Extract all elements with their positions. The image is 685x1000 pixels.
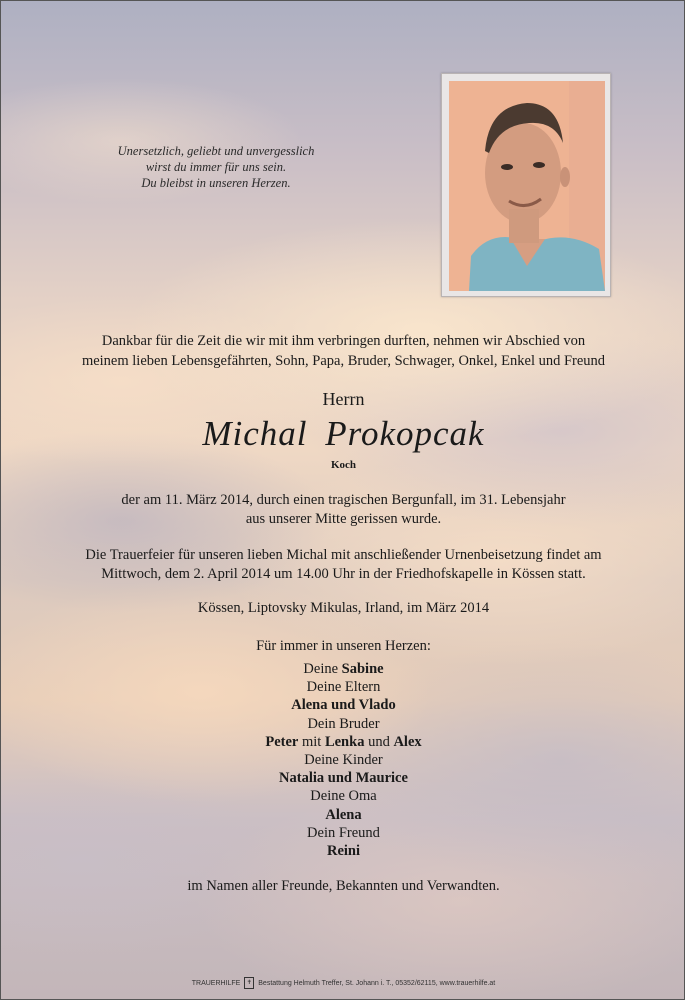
mourner-name: Alex [393, 733, 422, 750]
mourner-relation: Deine Eltern [306, 679, 381, 696]
footer-brand: TRAUERHILFE [191, 979, 241, 987]
place-date: Kössen, Liptovsky Mikulas, Irland, im März 2014 [197, 600, 490, 616]
mourner-line [1, 733, 685, 751]
mourner-name: Sabine [341, 661, 384, 677]
mourner-relation: Deine [303, 661, 342, 677]
portrait-frame [441, 73, 611, 297]
deceased-name: Michal Prokopcak [202, 414, 485, 453]
mourner-line [1, 696, 685, 714]
funeral-line: Die Trauerfeier für unseren lieben Michal mit anschließender Urnenbeisetzung findet am [85, 547, 602, 563]
footer-contact: Bestattung Helmuth Treffer, St. Johann i. T., 05352/62115, www.trauerhilfe.at [258, 979, 496, 987]
verse-line: wirst du immer für uns sein. [145, 160, 287, 174]
salutation: Herrn [322, 389, 365, 409]
mourner-line [1, 751, 685, 769]
forever-line: Für immer in unseren Herzen: [256, 638, 431, 654]
mourner-name: Alena [325, 806, 362, 823]
mourner-relation: Dein Freund [307, 824, 380, 841]
mourner-relation: Deine Kinder [304, 751, 383, 768]
profession: Koch [330, 459, 357, 471]
mourner-name: Alena und Vlado [291, 697, 396, 714]
death-line: der am 11. März 2014, durch einen tragischen Bergunfall, im 31. Lebensjahr [121, 492, 566, 508]
undertaker-footer [1, 977, 685, 989]
mourner-name: Reini [326, 842, 361, 859]
mourner-name: Natalia und Maurice [279, 770, 408, 787]
mourner-relation: Deine Oma [310, 788, 377, 805]
verse-line: Du bleibst in unseren Herzen. [141, 176, 291, 190]
intro-line: Dankbar für die Zeit die wir mit ihm verbringen durften, nehmen wir Abschied von [101, 333, 586, 349]
funeral-line: Mittwoch, dem 2. April 2014 um 14.00 Uhr in der Friedhofskapelle in Kössen statt. [101, 566, 586, 582]
mourner-line [1, 824, 685, 842]
mourner-relation: Dein Bruder [307, 715, 380, 732]
mourner-line [1, 842, 685, 860]
portrait-photo [449, 81, 605, 291]
mourner-connector: mit [298, 733, 325, 750]
mourner-line [1, 806, 685, 824]
verse-line: Unersetzlich, geliebt und unvergesslich [117, 144, 315, 158]
mourner-connector: und [364, 733, 394, 750]
mourner-line [1, 678, 685, 696]
death-line: aus unserer Mitte gerissen wurde. [245, 511, 442, 527]
mourner-line [1, 787, 685, 805]
intro-text [31, 331, 656, 371]
death-notice [61, 491, 626, 529]
mourner-name: Lenka [324, 733, 365, 750]
memorial-verse [71, 143, 361, 191]
mourner-name: Peter [265, 733, 299, 750]
mourner-line [1, 660, 685, 678]
funeral-notice [21, 546, 666, 584]
intro-line: meinem lieben Lebensgefährten, Sohn, Papa, Bruder, Schwager, Onkel, Enkel und Freund [81, 353, 606, 369]
undertaker-logo-icon: ✝ [244, 977, 254, 989]
mourner-line [1, 715, 685, 733]
mourner-line [1, 769, 685, 787]
closing-line: im Namen aller Freunde, Bekannten und Verwandten. [187, 878, 500, 894]
mourners-list [1, 660, 685, 860]
